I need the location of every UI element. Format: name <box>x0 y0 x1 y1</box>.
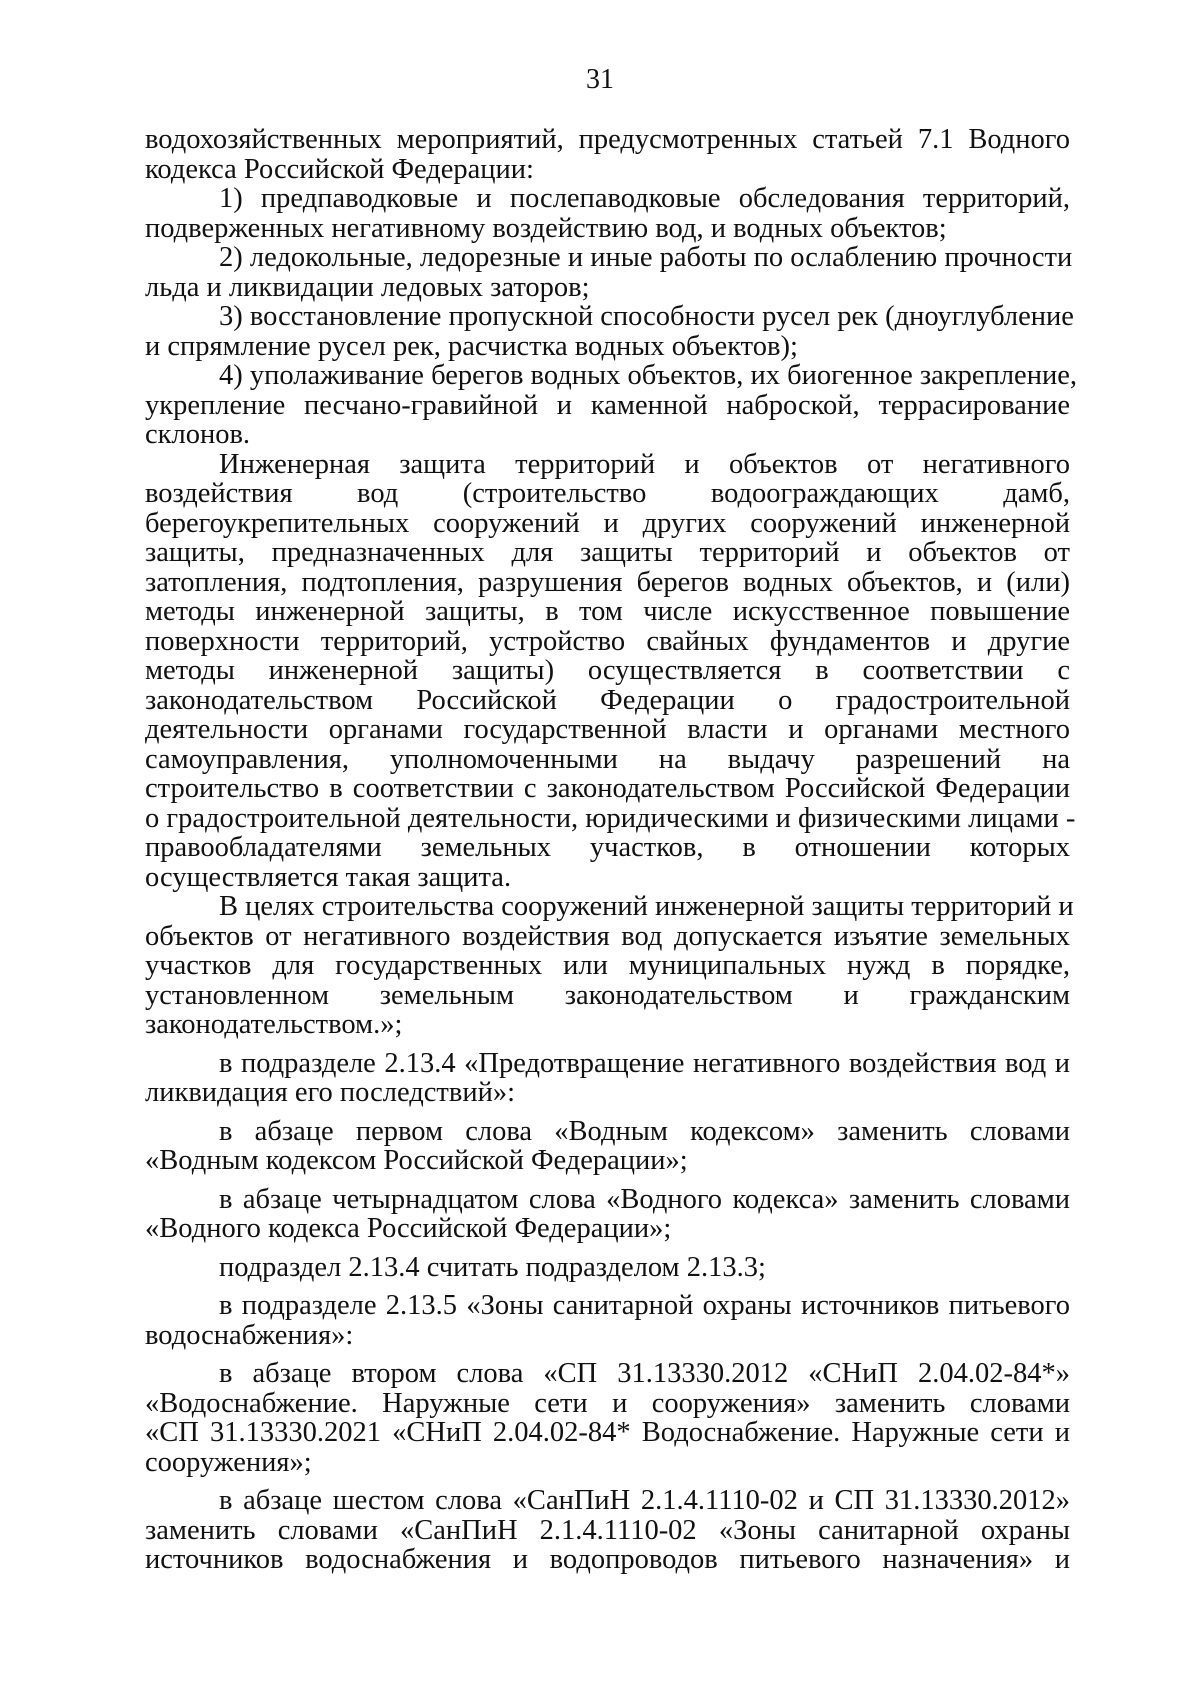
text-line: подверженных негативному воздействию вод, и водных объектов; <box>145 212 947 244</box>
text-line: сооружения»; <box>145 1446 312 1478</box>
text-line: законодательством.»; <box>145 1009 403 1040</box>
text-line: затопления, подтопления, разрушения берегов водных объектов, и (или) <box>145 566 1070 598</box>
text-line: о градостроительной деятельности, юридическими и физическими лицами - <box>145 802 1076 834</box>
text-line: кодекса Российской Федерации: <box>145 153 534 185</box>
text-line: в подразделе 2.13.5 «Зоны санитарной охраны источников питьевого <box>219 1290 1070 1321</box>
text-line: берегоукрепительных сооружений и других сооружений инженерной <box>145 507 1070 539</box>
text-line: поверхности территорий, устройство свайных фундаментов и другие <box>145 625 1070 657</box>
text-line: 1) предпаводковые и послепаводковые обследования территорий, <box>219 183 1070 214</box>
text-line: 2) ледокольные, ледорезные и иные работы по ослаблению прочности <box>219 242 1073 273</box>
text-line: «Водоснабжение. Наружные сети и сооружения» заменить словами <box>145 1387 1070 1419</box>
text-line: укрепление песчано-гравийной и каменной наброской, террасирование <box>145 389 1070 421</box>
text-line: В целях строительства сооружений инженерной защиты территорий и <box>219 891 1074 922</box>
text-line: в подразделе 2.13.4 «Предотвращение негативного воздействия вод и <box>219 1047 1070 1079</box>
text-line: источников водоснабжения и водопроводов питьевого назначения» и <box>145 1544 1070 1575</box>
text-line: методы инженерной защиты) осуществляется в соответствии с <box>145 655 1070 686</box>
text-line: «Водного кодекса Российской Федерации»; <box>145 1213 672 1244</box>
text-line: заменить словами «СанПиН 2.1.4.1110-02 «Зоны санитарной охраны <box>145 1514 1070 1546</box>
text-line: участков для государственных или муниципальных нужд в порядке, <box>145 950 1070 981</box>
text-line: Инженерная защита территорий и объектов от негативного <box>219 448 1070 480</box>
text-line: строительство в соответствии с законодательством Российской Федерации <box>145 773 1070 804</box>
text-line: «СП 31.13330.2021 «СНиП 2.04.02-84* Водоснабжение. Наружные сети и <box>145 1417 1070 1448</box>
text-line: водоснабжения»: <box>145 1319 354 1351</box>
text-line: защиты, предназначенных для защиты территорий и объектов от <box>145 537 1070 568</box>
text-line: в абзаце шестом слова «СанПиН 2.1.4.1110-02 и СП 31.13330.2012» <box>219 1485 1070 1516</box>
text-line: правообладателями земельных участков, в отношении которых <box>145 832 1070 863</box>
text-line: осуществляется такая защита. <box>145 861 512 893</box>
text-line: деятельности органами государственной власти и органами местного <box>145 714 1070 745</box>
text-line: и спрямление русел рек, расчистка водных объектов); <box>145 330 798 362</box>
text-line: 4) уполаживание берегов водных объектов, их биогенное закрепление, <box>219 360 1077 391</box>
text-line: самоуправления, уполномоченными на выдачу разрешений на <box>145 743 1070 775</box>
text-line: установленном земельным законодательством и гражданским <box>145 979 1070 1011</box>
text-line: «Водным кодексом Российской Федерации»; <box>145 1145 688 1176</box>
text-line: воздействия вод (строительство водоограждающих дамб, <box>145 478 1070 509</box>
text-line: 3) восстановление пропускной способности русел рек (дноуглубление <box>219 301 1074 332</box>
text-line: в абзаце четырнадцатом слова «Водного кодекса» заменить словами <box>219 1183 1070 1215</box>
document-body <box>145 124 1077 1575</box>
text-line: в абзаце втором слова «СП 31.13330.2012 «СНиП 2.04.02-84*» <box>219 1358 1070 1389</box>
text-line: водохозяйственных мероприятий, предусмотренных статьей 7.1 Водного <box>145 124 1070 155</box>
text-line: льда и ликвидации ледовых заторов; <box>145 271 590 303</box>
text-line: в абзаце первом слова «Водным кодексом» заменить словами <box>219 1115 1070 1147</box>
text-line: склонов. <box>145 419 251 450</box>
text-line: методы инженерной защиты, в том числе искусственное повышение <box>145 596 1070 627</box>
page-number: 31 <box>586 64 614 95</box>
text-line: законодательством Российской Федерации о градостроительной <box>145 684 1070 716</box>
text-line: подраздел 2.13.4 считать подразделом 2.13.3; <box>219 1251 766 1283</box>
text-line: объектов от негативного воздействия вод допускается изъятие земельных <box>145 920 1070 952</box>
text-line: ликвидация его последствий»: <box>145 1077 516 1108</box>
